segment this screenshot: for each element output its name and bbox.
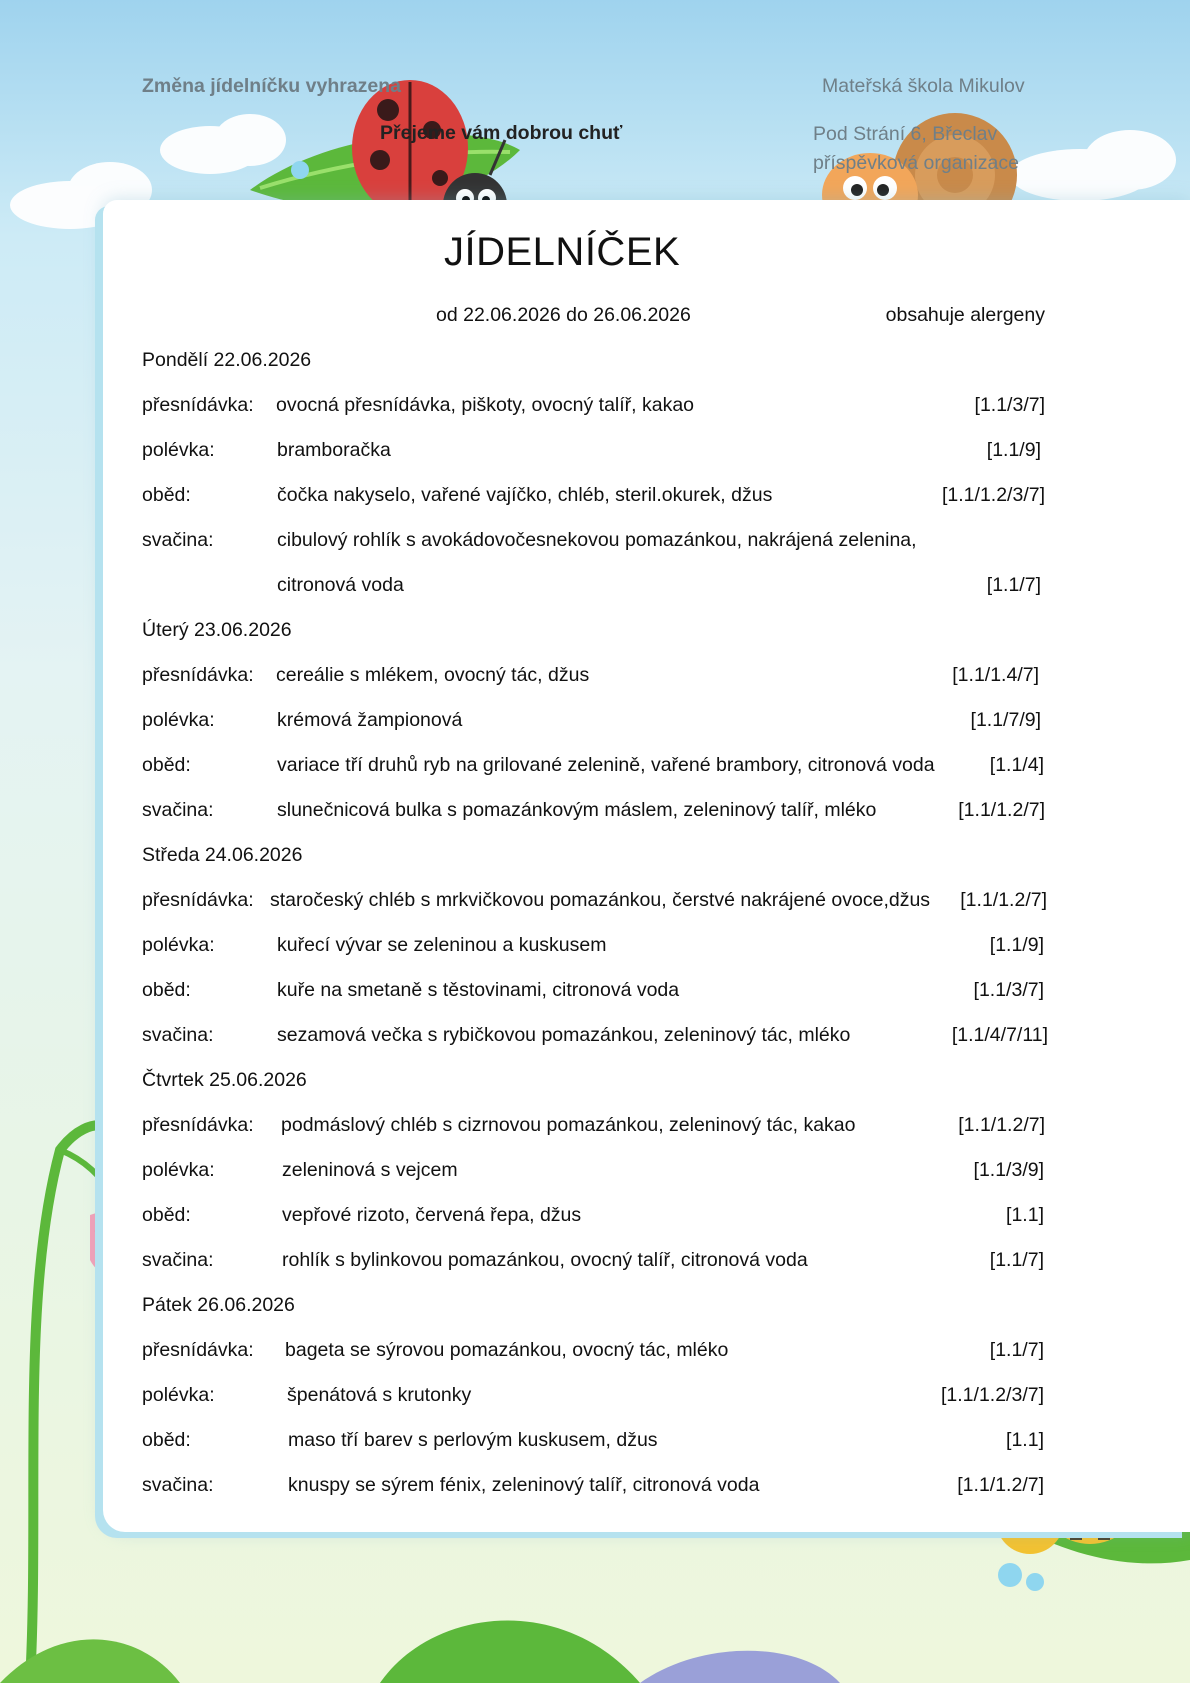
menu-period: od 22.06.2026 do 26.06.2026 (436, 304, 691, 326)
meal-text: maso tří barev s perlovým kuskusem, džus (288, 1429, 658, 1451)
allergen-note: obsahuje alergeny (885, 304, 1045, 326)
meal-label: oběd: (142, 1204, 191, 1226)
allergen-codes: [1.1/1.2/7] (958, 1114, 1045, 1136)
day-heading: Středa 24.06.2026 (142, 844, 303, 866)
allergen-codes: [1.1/7/9] (970, 709, 1041, 731)
meal-text: kuřecí vývar se zeleninou a kuskusem (277, 934, 607, 956)
meal-label: oběd: (142, 484, 191, 506)
school-address: Pod Strání 6, Břeclav (813, 123, 998, 145)
meal-label: polévka: (142, 709, 215, 731)
school-name: Mateřská škola Mikulov (822, 75, 1025, 97)
day-heading: Čtvrtek 25.06.2026 (142, 1069, 307, 1091)
meal-text: sezamová večka s rybičkovou pomazánkou, zeleninový tác, mléko (277, 1024, 851, 1046)
meal-label: přesnídávka: (142, 664, 254, 686)
allergen-codes: [1.1/1.2/3/7] (941, 1384, 1044, 1406)
meal-text: čočka nakyselo, vařené vajíčko, chléb, steril.okurek, džus (277, 484, 773, 506)
day-heading: Úterý 23.06.2026 (142, 619, 292, 641)
day-heading: Pátek 26.06.2026 (142, 1294, 295, 1316)
meal-label: polévka: (142, 1384, 215, 1406)
allergen-codes: [1.1/9] (989, 934, 1044, 956)
allergen-codes: [1.1/3/9] (973, 1159, 1044, 1181)
allergen-codes: [1.1/1.2/7] (958, 799, 1045, 821)
meal-label: polévka: (142, 1159, 215, 1181)
allergen-codes: [1.1] (1006, 1204, 1044, 1226)
meal-label: svačina: (142, 799, 214, 821)
meal-label: polévka: (142, 934, 215, 956)
meal-text: knuspy se sýrem fénix, zeleninový talíř, citronová voda (288, 1474, 760, 1496)
meal-text: krémová žampionová (277, 709, 463, 731)
meal-text-continued: citronová voda (277, 574, 404, 596)
meal-label: přesnídávka: (142, 394, 254, 416)
allergen-codes: [1.1/1.2/7] (957, 1474, 1044, 1496)
meal-label: polévka: (142, 439, 215, 461)
meal-text: cereálie s mlékem, ovocný tác, džus (276, 664, 590, 686)
allergen-codes: [1.1/4/7/11] (951, 1024, 1048, 1046)
meal-text: kuře na smetaně s těstovinami, citronová voda (277, 979, 680, 1001)
meal-text: špenátová s krutonky (287, 1384, 472, 1406)
allergen-codes: [1.1/7] (986, 574, 1041, 596)
allergen-codes: [1.1] (1006, 1429, 1044, 1451)
meal-text: bageta se sýrovou pomazánkou, ovocný tác, mléko (285, 1339, 729, 1361)
greeting: Přejeme vám dobrou chuť (380, 122, 623, 144)
allergen-codes: [1.1/1.2/7] (960, 889, 1047, 911)
meal-label: svačina: (142, 1474, 214, 1496)
meal-label: přesnídávka: (142, 1339, 254, 1361)
meal-label: svačina: (142, 1024, 214, 1046)
day-heading: Pondělí 22.06.2026 (142, 349, 312, 371)
allergen-codes: [1.1/3/7] (973, 979, 1044, 1001)
meal-text: slunečnicová bulka s pomazánkovým máslem, zeleninový talíř, mléko (277, 799, 877, 821)
meal-label: svačina: (142, 1249, 214, 1271)
meal-text: podmáslový chléb s cizrnovou pomazánkou, zeleninový tác, kakao (281, 1114, 856, 1136)
allergen-codes: [1.1/7] (989, 1339, 1044, 1361)
meal-text: rohlík s bylinkovou pomazánkou, ovocný talíř, citronová voda (282, 1249, 808, 1271)
allergen-codes: [1.1/3/7] (974, 394, 1045, 416)
meal-label: svačina: (142, 529, 214, 551)
meal-label: přesnídávka: (142, 1114, 254, 1136)
meal-text: variace tří druhů ryb na grilované zelenině, vařené brambory, citronová voda (277, 754, 935, 776)
page-title: JÍDELNÍČEK (444, 230, 681, 274)
meal-text: bramboračka (277, 439, 391, 461)
organization-type: příspěvková organizace (813, 152, 1019, 174)
meal-label: přesnídávka: (142, 889, 254, 911)
meal-text: zeleninová s vejcem (282, 1159, 458, 1181)
meal-text: cibulový rohlík s avokádovočesnekovou pomazánkou, nakrájená zelenina, (277, 529, 917, 551)
allergen-codes: [1.1/1.4/7] (952, 664, 1039, 686)
allergen-codes: [1.1/9] (986, 439, 1041, 461)
meal-label: oběd: (142, 754, 191, 776)
meal-text: vepřové rizoto, červená řepa, džus (282, 1204, 582, 1226)
meal-text: staročeský chléb s mrkvičkovou pomazánkou, čerstvé nakrájené ovoce,džus (270, 889, 931, 911)
allergen-codes: [1.1/7] (989, 1249, 1044, 1271)
change-notice: Změna jídelníčku vyhrazena (142, 75, 402, 97)
meal-label: oběd: (142, 1429, 191, 1451)
meal-text: ovocná přesnídávka, piškoty, ovocný talíř, kakao (276, 394, 695, 416)
allergen-codes: [1.1/4] (989, 754, 1044, 776)
meal-label: oběd: (142, 979, 191, 1001)
allergen-codes: [1.1/1.2/3/7] (942, 484, 1045, 506)
